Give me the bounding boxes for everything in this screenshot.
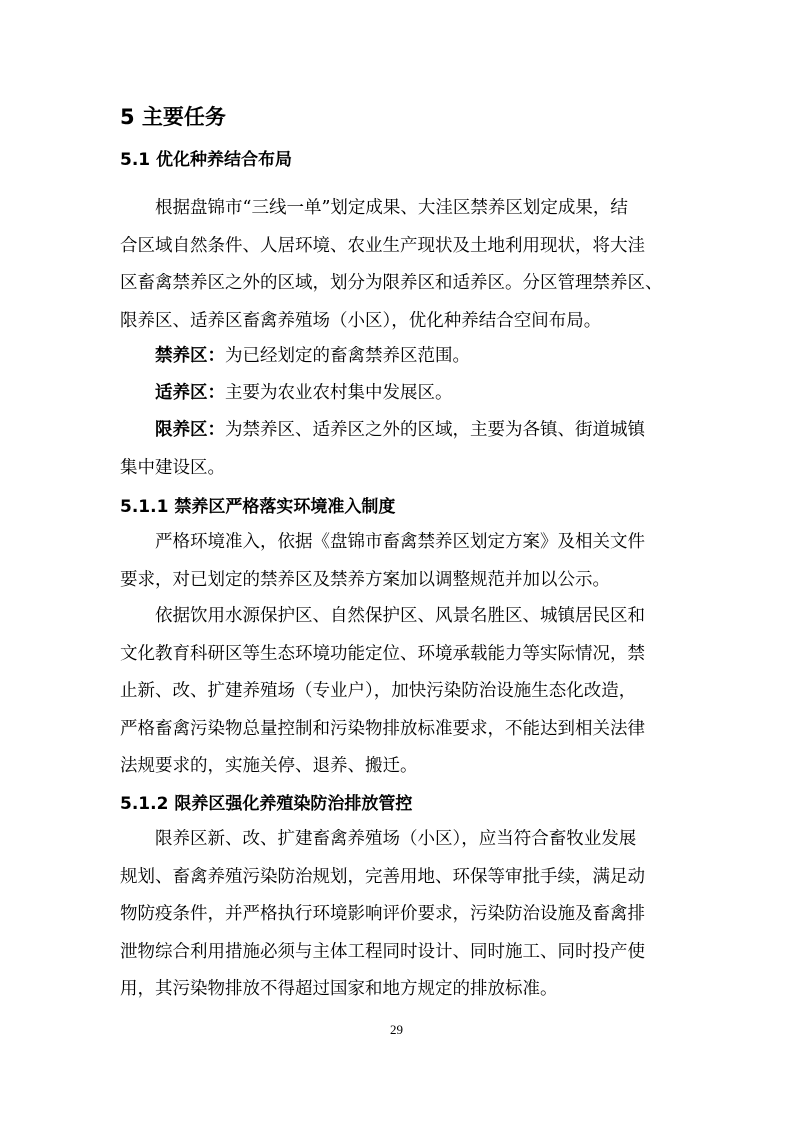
subsection-heading-5-1-2: 5.1.2 限养区强化养殖染防治排放管控: [120, 794, 413, 814]
definition-text: 为已经划定的畜禽禁养区范围。: [225, 346, 470, 366]
text-line: 严格环境准入，依据《盘锦市畜禽禁养区划定方案》及相关文件: [155, 532, 645, 552]
page-number: 29: [390, 1022, 403, 1037]
text-line: 用，其污染物排放不得超过国家和地方规定的排放标准。: [120, 979, 558, 999]
text-line: [120, 338, 680, 376]
paragraph-5-1-intro: [120, 190, 680, 340]
definition-term: 禁养区：: [155, 346, 225, 366]
definition-suitable-zone: [120, 375, 680, 413]
text-line: 依据饮用水源保护区、自然保护区、风景名胜区、城镇居民区和: [155, 606, 645, 626]
text-line: 区畜禽禁养区之外的区域，划分为限养区和适养区。分区管理禁养区、: [120, 273, 663, 293]
definition-text: 为禁养区、适养区之外的区域，主要为各镇、街道城镇: [225, 420, 645, 440]
text-line: [120, 412, 680, 450]
text-line: 限养区新、改、扩建畜禽养殖场（小区），应当符合畜牧业发展: [155, 829, 637, 849]
text-line: [120, 375, 680, 413]
text-line: 物防疫条件，并严格执行环境影响评价要求，污染防治设施及畜禽排: [120, 904, 645, 924]
text-line: 合区域自然条件、人居环境、农业生产现状及土地利用现状，将大洼: [120, 235, 645, 256]
text-line: 泄物综合利用措施必须与主体工程同时设计、同时施工、同时投产使: [120, 941, 645, 962]
text-line: 止新、改、扩建养殖场（专业户），加快污染防治设施生态化改造，: [120, 681, 637, 701]
text-line: 规划、畜禽养殖污染防治规划，完善用地、环保等审批手续，满足动: [120, 866, 645, 887]
definition-text: 主要为农业农村集中发展区。: [225, 383, 453, 403]
text-line: 集中建设区。: [120, 457, 225, 478]
paragraph-5-1-2-first: [120, 821, 680, 1009]
definition-term: 适养区：: [155, 383, 225, 403]
text-line: 限养区、适养区畜禽养殖场（小区），优化种养结合空间布局。: [120, 310, 602, 331]
text-line: 严格畜禽污染物总量控制和污染物排放标准要求，不能达到相关法律: [120, 718, 645, 739]
definition-forbidden-zone: [120, 338, 680, 376]
text-line: 要求，对已划定的禁养区及禁养方案加以调整规范并加以公示。: [120, 569, 610, 590]
paragraph-5-1-1-first: [120, 524, 680, 599]
paragraph-5-1-1-second: [120, 598, 680, 786]
text-line: 法规要求的，实施关停、退养、搬迁。: [120, 756, 418, 776]
subsection-heading-5-1: 5.1 优化种养结合布局: [120, 150, 293, 170]
definition-term: 限养区：: [155, 420, 225, 440]
section-heading: 5 主要任务: [120, 105, 226, 129]
text-line: 文化教育科研区等生态环境功能定位、环境承载能力等实际情况，禁: [120, 643, 645, 664]
text-line: 根据盘锦市“三线一单”划定成果、大洼区禁养区划定成果，结: [155, 198, 628, 218]
subsection-heading-5-1-1: 5.1.1 禁养区严格落实环境准入制度: [120, 497, 396, 517]
definition-restricted-zone: [120, 412, 680, 487]
